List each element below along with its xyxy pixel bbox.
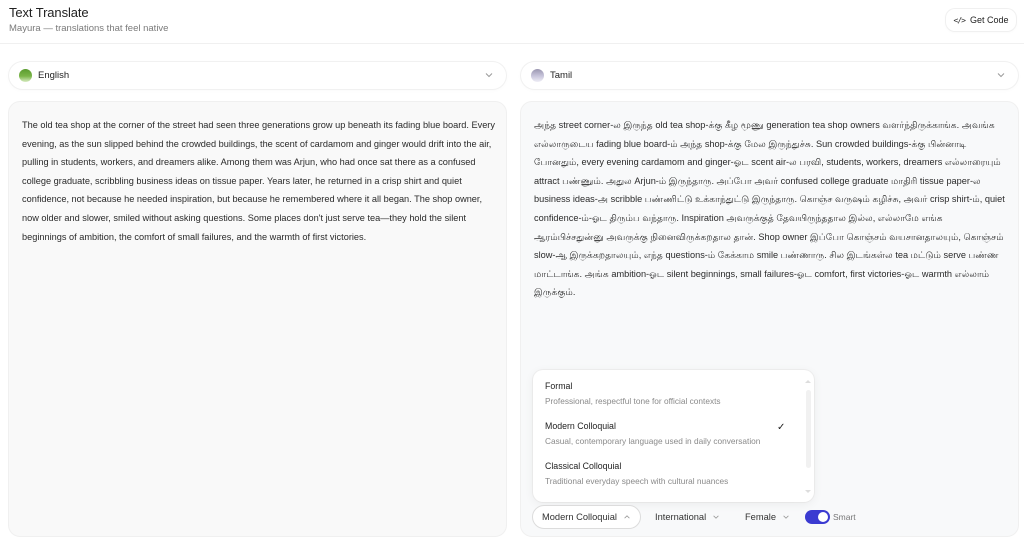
translation-output-text: அந்த street corner-ல இருந்த old tea shop-க்கு கீழ மூணு generation tea shop owners வளர்ந்திருக்காங்க. அவங்க எல்லாருடைய fading blue board-ம் அந்த shop-க்கு மேல இருந்துச்சு. Sun crowded buildings-க்கு பின்னாடி போனதும், every evening cardamom and ginger-ஓட scent air-ல பரவி, students, workers, dreamers எல்லாரையும் attract பண்ணும். அதுல Arjun-ம் இருந்தாரு. அப்போ அவர் confused college graduate மாதிரி tissue paper-ல business ideas-அ scribble பண்ணிட்டு உக்காந்துட்டு இருந்தாரு. கொஞ்ச வருஷம் கழிச்சு, அவர் crisp shirt-ம், quiet confidence-ம்-ஓட திரும்ப வந்தாரு. Inspiration அவருக்குத் தேவயிருந்ததால இல்ல, எல்லாமே எங்க ஆரம்பிச்சதுன்னு அவருக்கு நினைவிருக்கறதால தான். Shop owner இப்போ கொஞ்சம் வயசானதாலயும், கொஞ்சம் slow-ஆ இருக்கறதாலயும், எந்த questions-ம் கேக்காம smile பண்ணாரு. சில இடங்கள்ல tea மட்டும் serve பண்ண மாட்டாங்க. அங்க ambition-ஓட silent beginnings, small failures-ஓட comfort, first victories-ஓட warmth எல்லாம் இருக்கும். [534, 120, 1005, 298]
header-bar [0, 0, 1024, 44]
chevron-up-icon [623, 513, 631, 521]
option-description: Casual, contemporary language used in daily conversation [545, 436, 761, 446]
language-globe-icon [19, 69, 32, 82]
chevron-down-icon [996, 70, 1006, 80]
style-option-formal[interactable] [545, 381, 795, 406]
app-subtitle: Mayura — translations that feel native [9, 23, 169, 34]
toggle-knob [818, 512, 828, 522]
get-code-label: Get Code [969, 15, 1009, 25]
chevron-down-icon [712, 513, 720, 521]
gender-select-button[interactable] [745, 505, 803, 529]
style-select-button[interactable] [532, 505, 641, 529]
style-select-value: Modern Colloquial [542, 512, 617, 522]
option-title: Modern Colloquial [545, 421, 616, 431]
region-select-value: International [655, 512, 707, 522]
get-code-button[interactable] [946, 9, 1016, 31]
style-option-classical-colloquial[interactable] [545, 461, 795, 486]
dropdown-scrollbar[interactable] [806, 390, 811, 468]
target-language-select[interactable] [521, 62, 1018, 89]
scroll-down-arrow-icon[interactable] [805, 490, 811, 493]
option-description: Professional, respectful tone for official contexts [545, 396, 721, 406]
code-icon: </> [953, 15, 965, 25]
smart-toggle[interactable] [805, 510, 830, 524]
chevron-down-icon [782, 513, 790, 521]
target-language-label: Tamil [550, 70, 573, 81]
source-text-panel[interactable] [8, 101, 507, 537]
language-globe-icon [531, 69, 544, 82]
style-option-modern-colloquial[interactable] [545, 421, 795, 446]
region-select-button[interactable] [655, 505, 735, 529]
option-title: Formal [545, 381, 573, 391]
app-title: Text Translate [9, 5, 89, 20]
option-description: Traditional everyday speech with cultural nuances [545, 476, 729, 486]
source-language-label: English [38, 70, 70, 81]
gender-select-value: Female [745, 512, 777, 522]
chevron-down-icon [484, 70, 494, 80]
source-language-select[interactable] [9, 62, 506, 89]
scroll-up-arrow-icon[interactable] [805, 380, 811, 383]
option-title: Classical Colloquial [545, 461, 622, 471]
check-icon: ✓ [777, 422, 786, 433]
style-dropdown-menu [533, 370, 814, 502]
source-text-input[interactable]: The old tea shop at the corner of the street had seen three generations grow up beneath its fading blue board. Every evening, as the sun slipped behind the crowded buildings, the scent of cardamom and ginger would drift into the air, pulling in students, workers, and dreamers alike. Among them was Arjun, who had once sat there as a confused college graduate, scribbling business ideas on tissue paper. Years later, he returned in a crisp shirt and quiet confidence, not because he needed inspiration, but because he remembered where it all began. The shop owner, now older and slower, smiled without asking questions. Some places don't just serve tea—they hold the silent beginnings of ambition, the comfort of small failures, and the warmth of first victories. [22, 120, 495, 242]
smart-toggle-label: Smart [833, 512, 856, 522]
translation-options-toolbar [532, 505, 856, 529]
